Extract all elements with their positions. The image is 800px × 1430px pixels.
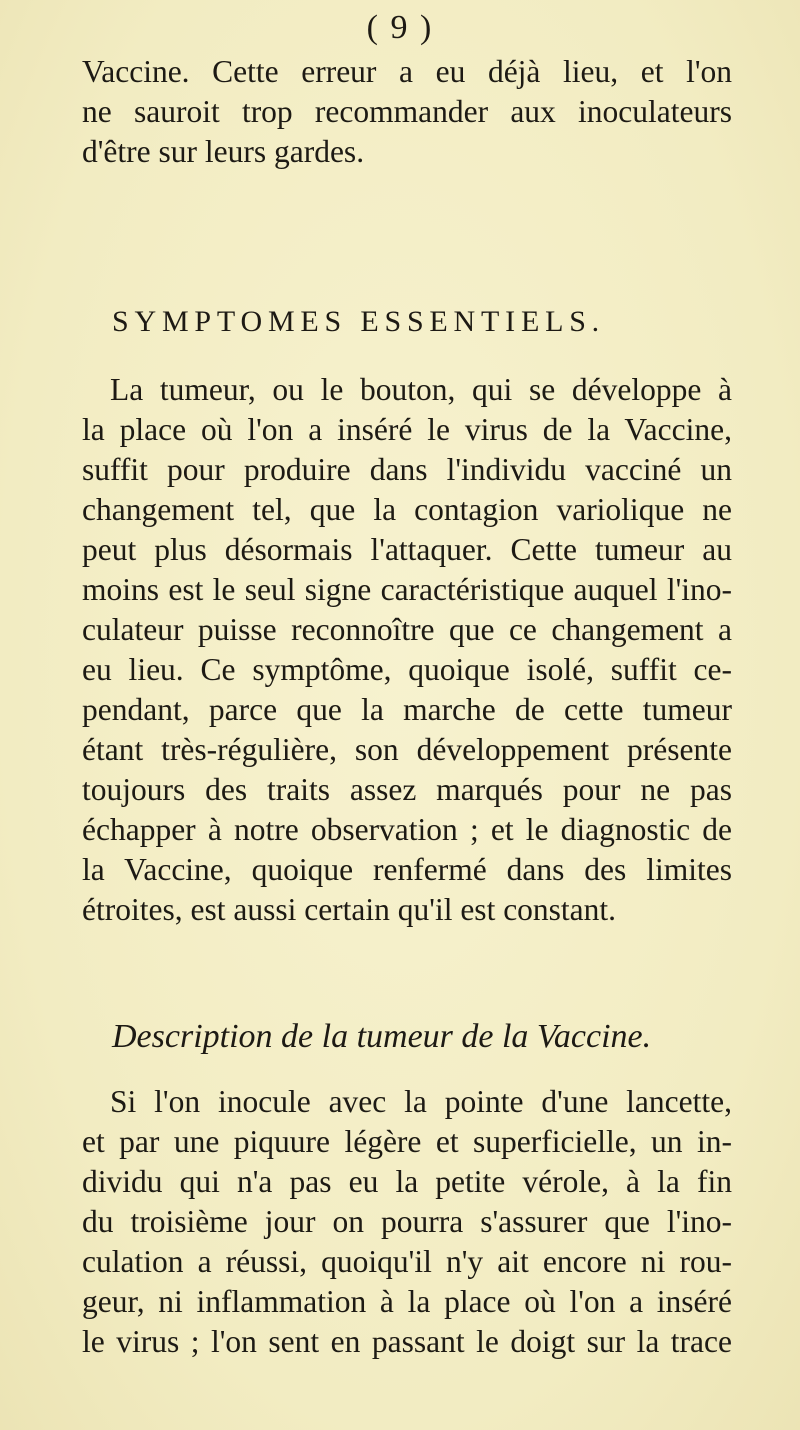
- text-line: le virus ; l'on sent en passant le doigt sur la trace: [82, 1324, 732, 1359]
- paragraph-symptomes: [82, 370, 732, 930]
- text-line: toujours des traits assez marqués pour ne pas: [82, 772, 732, 807]
- text-line: peut plus désormais l'attaquer. Cette tumeur au: [82, 532, 732, 567]
- text-line: culateur puisse reconnoître que ce changement a: [82, 612, 732, 647]
- text-line: d'être sur leurs gardes.: [82, 134, 365, 169]
- text-line: dividu qui n'a pas eu la petite vérole, à la fin: [82, 1164, 732, 1199]
- text-line: Vaccine. Cette erreur a eu déjà lieu, et l'on: [82, 54, 732, 89]
- text-line: la Vaccine, quoique renfermé dans des limites: [82, 852, 732, 887]
- text-line: la place où l'on a inséré le virus de la Vaccine,: [82, 412, 732, 447]
- text-line: ne sauroit trop recommander aux inoculateurs: [82, 94, 732, 129]
- text-line: eu lieu. Ce symptôme, quoique isolé, suffit ce-: [82, 652, 732, 687]
- page-number: ( 9 ): [366, 9, 434, 46]
- text-line: culation a réussi, quoiqu'il n'y ait encore ni rou-: [82, 1244, 732, 1279]
- text-line: échapper à notre observation ; et le diagnostic de: [82, 812, 732, 847]
- section-heading-symptomes: SYMPTOMES ESSENTIELS.: [112, 305, 605, 338]
- paragraph-continuation: [82, 52, 732, 172]
- text-line: changement tel, que la contagion variolique ne: [82, 492, 732, 527]
- text-line: geur, ni inflammation à la place où l'on a inséré: [82, 1284, 732, 1319]
- text-line: La tumeur, ou le bouton, qui se développe à: [110, 372, 732, 407]
- text-line: moins est le seul signe caractéristique auquel l'ino-: [82, 572, 732, 607]
- section-heading-description: Description de la tumeur de la Vaccine.: [112, 1018, 652, 1055]
- text-line: étant très-régulière, son développement présente: [82, 732, 732, 767]
- text-line: du troisième jour on pourra s'assurer que l'ino-: [82, 1204, 732, 1239]
- text-line: pendant, parce que la marche de cette tumeur: [82, 692, 732, 727]
- paragraph-description: [82, 1082, 732, 1362]
- text-line: et par une piquure légère et superficielle, un in-: [82, 1124, 732, 1159]
- text-line: suffit pour produire dans l'individu vacciné un: [82, 452, 732, 487]
- text-line: Si l'on inocule avec la pointe d'une lancette,: [110, 1084, 732, 1119]
- text-line: étroites, est aussi certain qu'il est constant.: [82, 892, 617, 927]
